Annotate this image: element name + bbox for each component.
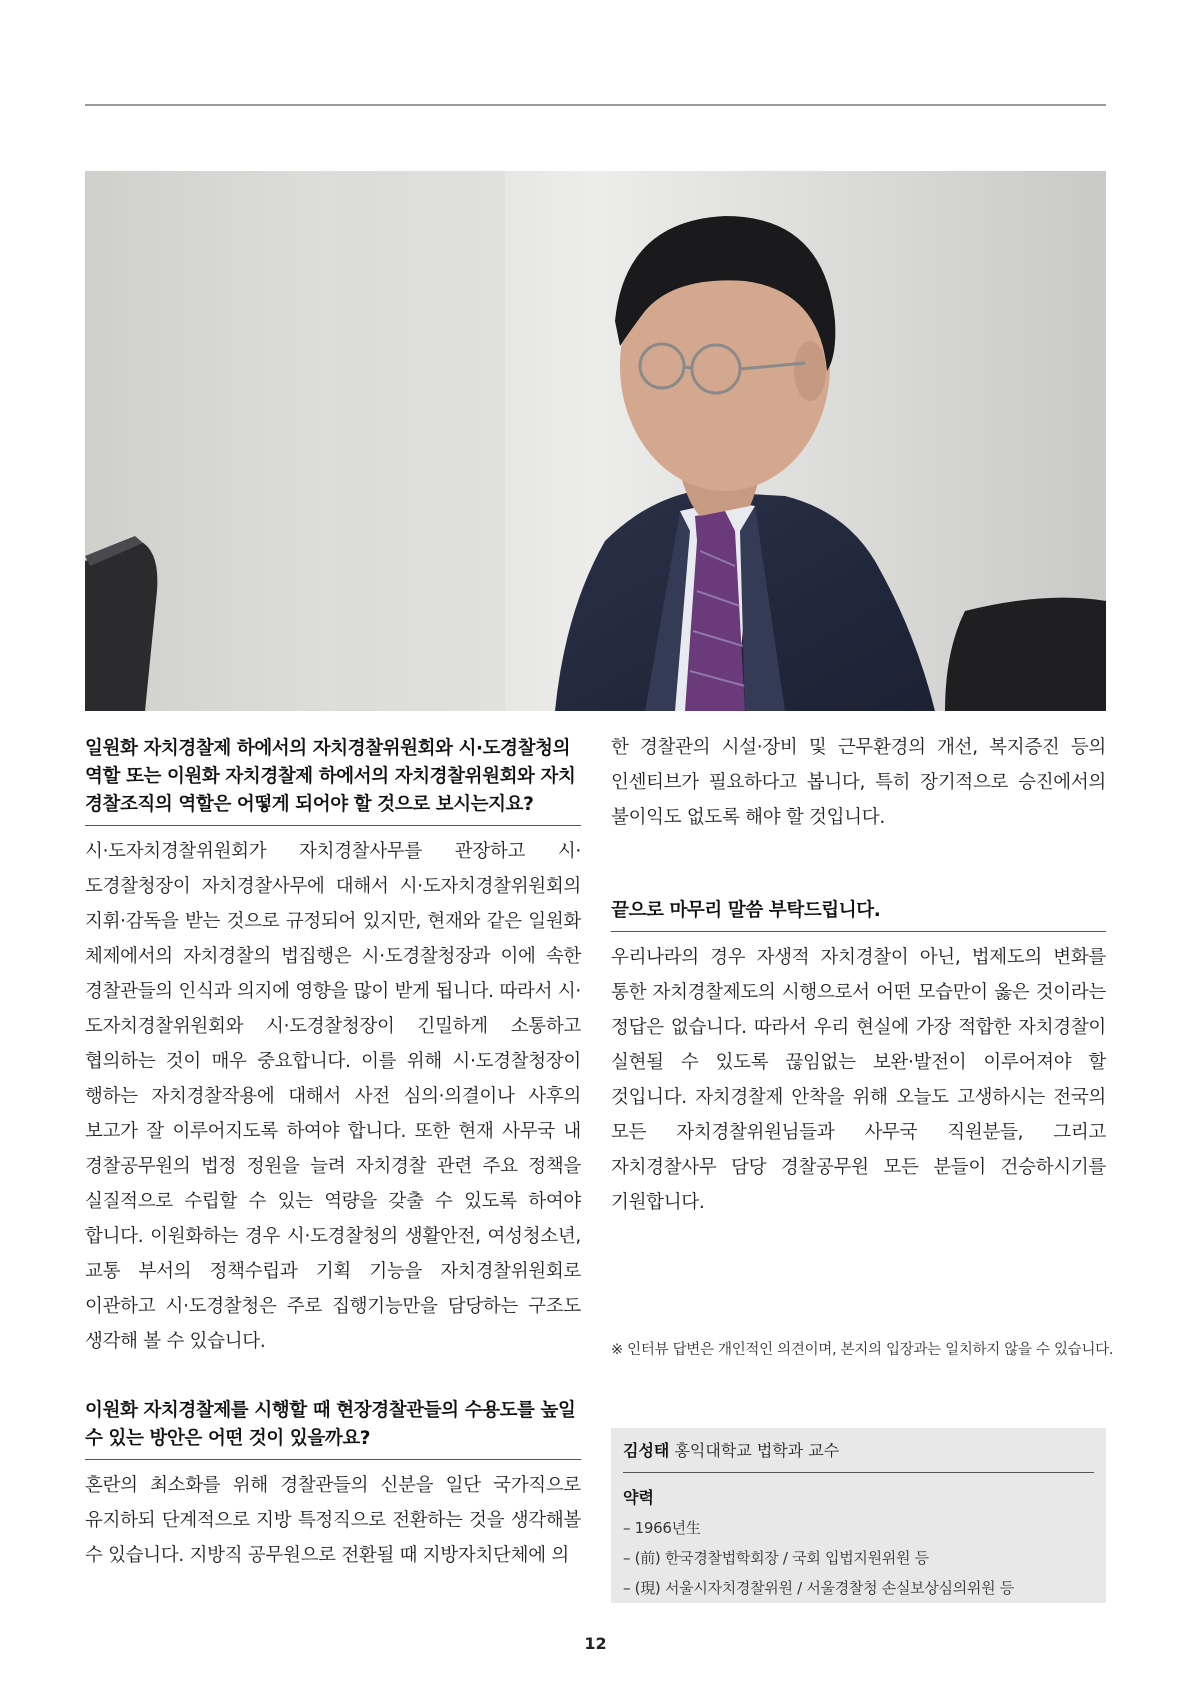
interviewee-photo-illustration xyxy=(85,171,1106,711)
profile-name-row xyxy=(623,1438,1094,1473)
question-3: 끝으로 마무리 말씀 부탁드립니다. xyxy=(611,897,1106,932)
right-column xyxy=(611,735,1106,1220)
question-1: 일원화 자치경찰제 하에서의 자치경찰위원회와 시·도경찰청의 역할 또는 이원화 자치경찰제 하에서의 자치경찰위원회와 자치경찰조직의 역할은 어떻게 되어야 할 것으로 보시는지요? xyxy=(85,735,581,826)
disclaimer-note: ※ 인터뷰 답변은 개인적인 의견이며, 본지의 입장과는 일치하지 않을 수 있습니다. xyxy=(611,1342,1114,1358)
career-label: 약력 xyxy=(623,1488,654,1507)
career-item: – (前) 한국경찰법학회장 / 국회 입법지원위원 등 xyxy=(623,1549,929,1567)
top-rule xyxy=(85,104,1106,106)
career-item: – (現) 서울시자치경찰위원 / 서울경찰청 손실보상심의위원 등 xyxy=(623,1579,1014,1597)
page-number: 12 xyxy=(584,1634,607,1653)
left-column xyxy=(85,735,581,1573)
profile-name: 김성태 xyxy=(623,1441,670,1460)
answer-3: 우리나라의 경우 자생적 자치경찰이 아닌, 법제도의 변화를 통한 자치경찰제도의 시행으로서 어떤 모습만이 옳은 것이라는 정답은 없습니다. 따라서 우리 현실에 가장 적합한 자치경찰이 실현될 수 있도록 끊임없는 보완·발전이 이루어져야 할 것입니다. 자치경찰제 안착을 위해 오늘도 고생하시는 전국의 모든 자치경찰위원님들과 사무국 직원분들, 그리고 자치경찰사무 담당 경찰공무원 모든 분들이 건승하시기를 기원합니다. xyxy=(611,947,1106,1213)
interview-photo xyxy=(85,171,1106,711)
answer-2-continued: 한 경찰관의 시설·장비 및 근무환경의 개선, 복지증진 등의 인센티브가 필요하다고 봅니다, 특히 장기적으로 승진에서의 불이익도 없도록 해야 할 것입니다. xyxy=(611,737,1106,828)
profile-box xyxy=(611,1428,1106,1603)
answer-1: 시·도자치경찰위원회가 자치경찰사무를 관장하고 시·도경찰청장이 자치경찰사무에 대해서 시·도자치경찰위원회의 지휘·감독을 받는 것으로 규정되어 있지만, 현재와 같은 일원화 체제에서의 자치경찰의 법집행은 시·도경찰청장과 이에 속한 경찰관들의 인식과 의지에 영향을 많이 받게 됩니다. 따라서 시·도자치경찰위원회와 시·도경찰청장이 긴밀하게 소통하고 협의하는 것이 매우 중요합니다. 이를 위해 시·도경찰청장이 행하는 자치경찰작용에 대해서 사전 심의·의결이나 사후의 보고가 잘 이루어지도록 하여야 합니다. 또한 현재 사무국 내 경찰공무원의 법정 정원을 늘려 자치경찰 관련 주요 정책을 실질적으로 수립할 수 있는 역량을 갖출 수 있도록 하여야 합니다. 이원화하는 경우 시·도경찰청의 생활안전, 여성청소년, 교통 부서의 정책수립과 기획 기능을 자치경찰위원회로 이관하고 시·도경찰청은 주로 집행기능만을 담당하는 구조도 생각해 볼 수 있습니다. xyxy=(85,841,581,1352)
answer-2: 혼란의 최소화를 위해 경찰관들의 신분을 일단 국가직으로 유지하되 단계적으로 지방 특정직으로 전환하는 것을 생각해볼 수 있습니다. 지방직 공무원으로 전환될 때 지방자치단체에 의 xyxy=(85,1475,581,1566)
career-item: – 1966년生 xyxy=(623,1519,701,1537)
career-list xyxy=(623,1513,1094,1603)
profile-title: 홍익대학교 법학과 교수 xyxy=(674,1441,840,1460)
question-2: 이원화 자치경찰제를 시행할 때 현장경찰관들의 수용도를 높일 수 있는 방안은 어떤 것이 있을까요? xyxy=(85,1397,581,1460)
